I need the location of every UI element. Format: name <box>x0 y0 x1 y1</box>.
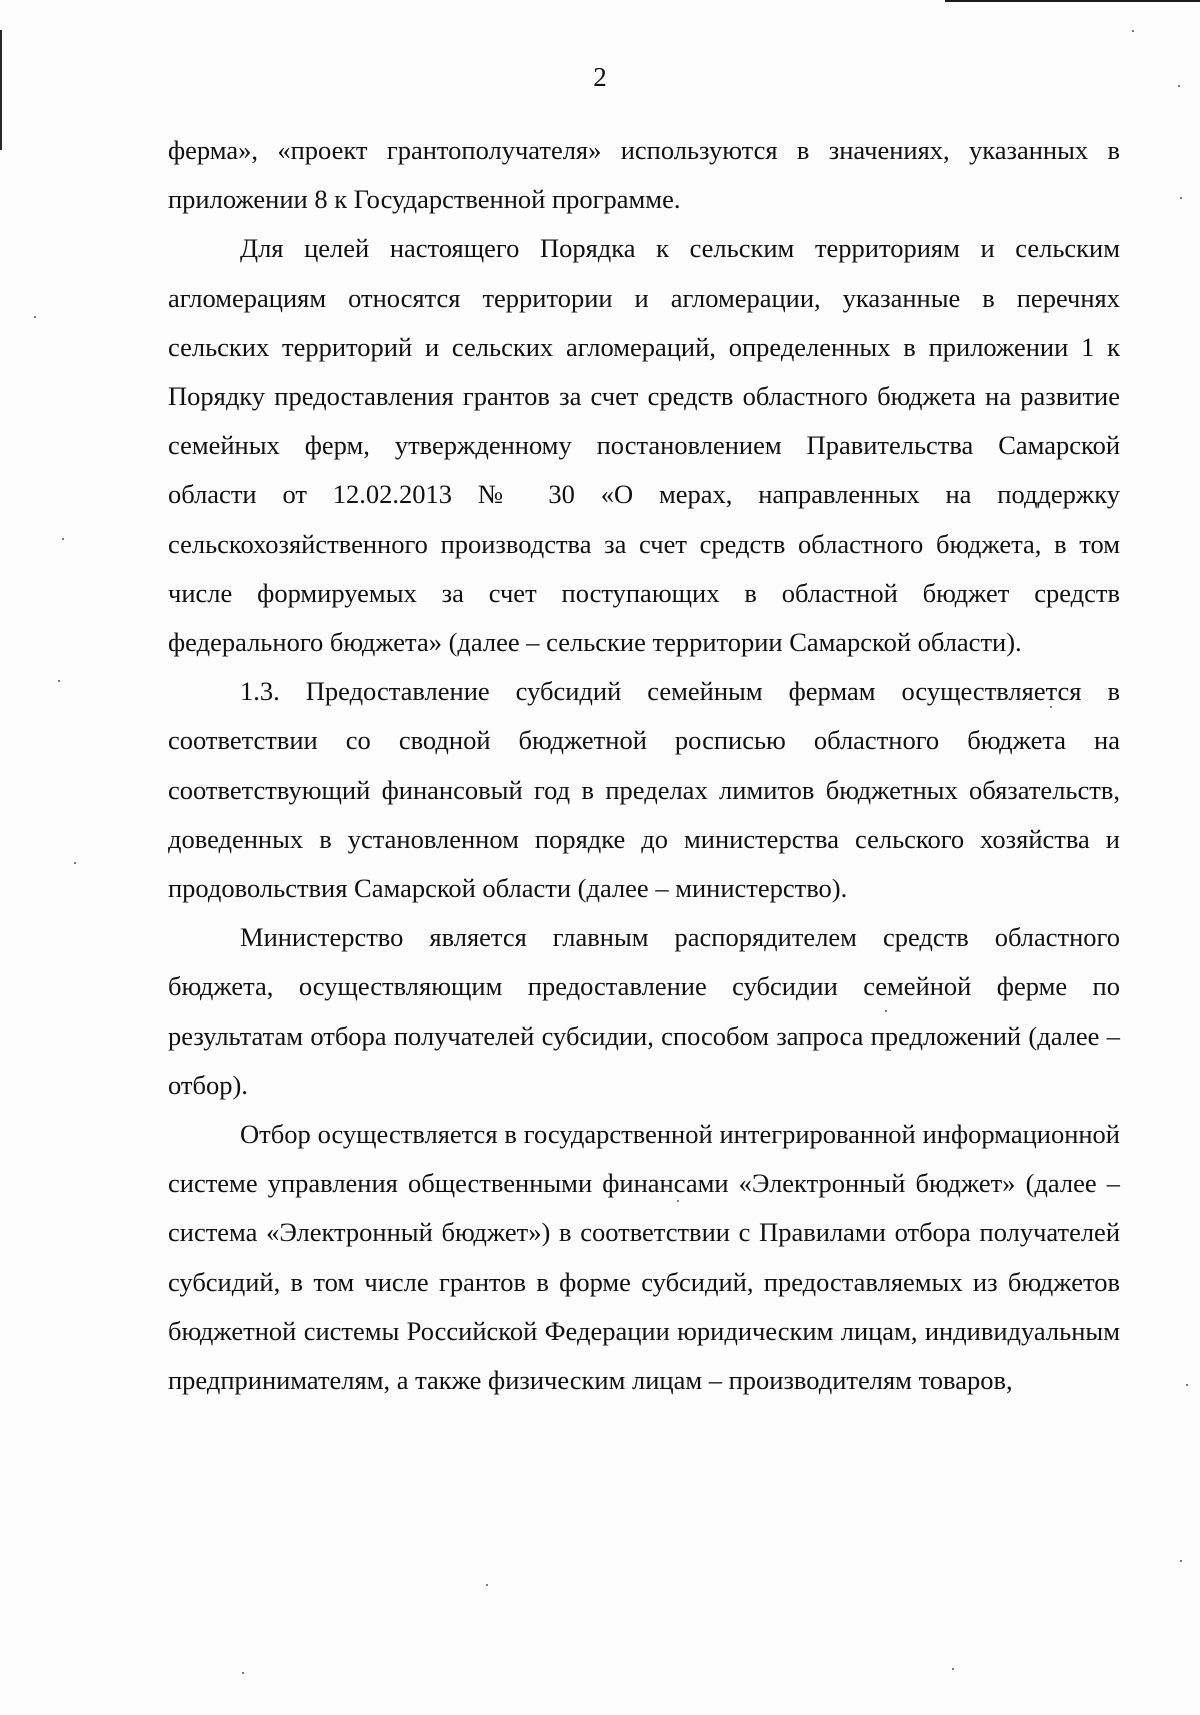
paragraph-selection-procedure: Отбор осуществляется в государственной интегрированной информационной системе управления общественными финансами «Электронный бюджет» (далее – система «Электронный бюджет») в соответствии с Правилами отбора получателей субсидий, в том числе грантов в форме субсидий, предоставляемых из бюджетов бюджетной системы Российской Федерации юридическим лицам, индивидуальным предпринимателям, а также физическим лицам – производителям товаров, <box>168 1119 1120 1396</box>
scan-speck <box>62 538 64 540</box>
scan-speck <box>677 1200 679 1202</box>
paragraph-ministry-role: Министерство является главным распорядителем средств областного бюджета, осуществляющим предоставление субсидии семейной ферме по результатам отбора получателей субсидии, способом запроса предложений (далее – отбор). <box>168 922 1120 1100</box>
page-number: 2 <box>593 62 607 92</box>
scan-speck <box>58 680 60 682</box>
scan-speck <box>952 1668 954 1670</box>
scan-speck <box>1050 706 1052 708</box>
scan-speck <box>486 1584 488 1586</box>
paragraph-1-3-subsidies: 1.3. Предоставление субсидий семейным фермам осуществляется в соответствии со сводной бюджетной росписью областного бюджета на соответствующий финансовый год в пределах лимитов бюджетных обязательств, доведенных в установленном порядке до министерства сельского хозяйства и продовольствия Самарской области (далее – министерство). <box>168 676 1120 904</box>
scan-speck <box>1180 197 1182 199</box>
scan-speck <box>885 1010 887 1012</box>
scan-speck <box>34 316 36 318</box>
scan-speck <box>1178 85 1180 87</box>
scan-speck <box>74 862 76 864</box>
scan-speck <box>1186 1384 1188 1386</box>
document-body <box>168 126 1120 1405</box>
scan-speck <box>1180 1560 1182 1562</box>
paragraph-rural-territories: Для целей настоящего Порядка к сельским территориям и сельским агломерациям относятся территории и агломерации, указанные в перечнях сельских территорий и сельских агломераций, определенных в приложении 1 к Порядку предоставления грантов за счет средств областного бюджета на развитие семейных ферм, утвержденному постановлением Правительства Самарской области от 12.02.2013 № 30 «О мерах, направленных на поддержку сельскохозяйственного производства за счет средств областного бюджета, в том числе формируемых за счет поступающих в областной бюджет средств федерального бюджета» (далее – сельские территории Самарской области). <box>168 233 1120 658</box>
top-edge-rule <box>945 0 1200 2</box>
scan-speck <box>242 1672 244 1674</box>
scan-speck <box>1132 30 1134 32</box>
paragraph-continuation: ферма», «проект грантополучателя» используются в значениях, указанных в приложении 8 к Государственной программе. <box>168 135 1120 215</box>
